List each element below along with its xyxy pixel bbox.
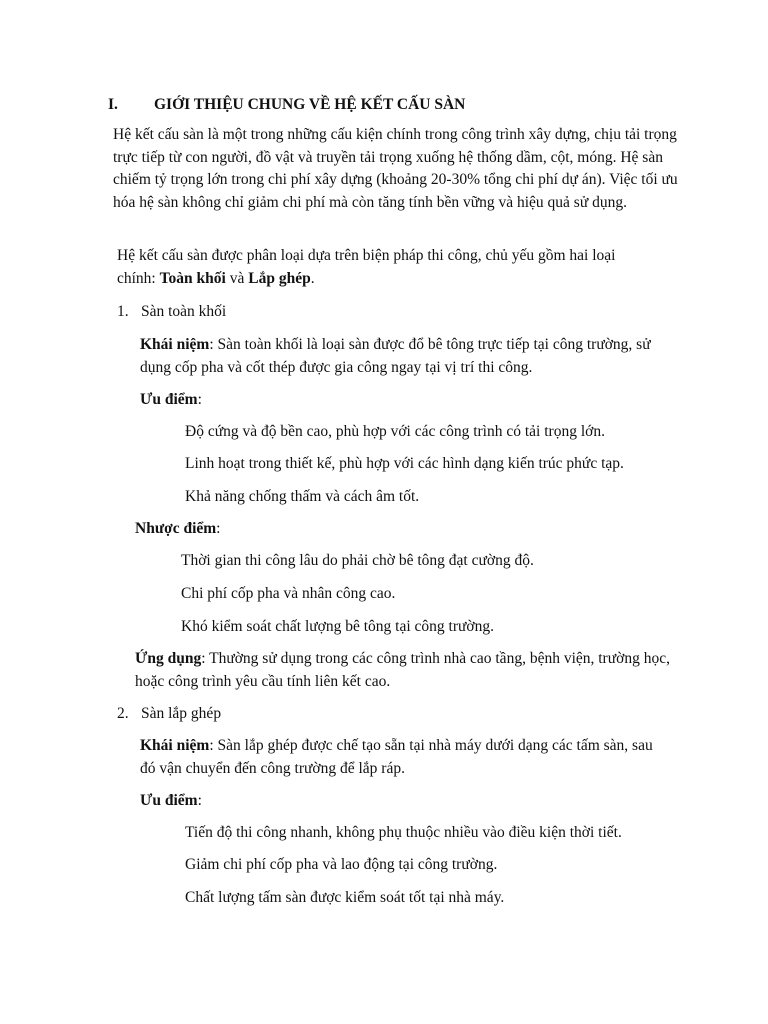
section1-con-item: Chi phí cốp pha và nhân công cao.	[181, 585, 396, 602]
intro-p2-bold-precast: Lắp ghép	[248, 269, 311, 287]
list-item-title: Sàn lắp ghép	[141, 705, 222, 722]
list-item-section-1	[117, 301, 226, 324]
list-item-title: Sàn toàn khối	[141, 303, 227, 320]
intro-p2-period: .	[310, 269, 315, 287]
intro-paragraph-2	[117, 245, 657, 290]
section2-pro-item: Tiến độ thi công nhanh, không phụ thuộc nhiều vào điều kiện thời tiết.	[185, 824, 622, 841]
section1-cons-label	[135, 518, 220, 541]
list-number: 2.	[117, 705, 129, 722]
cons-label: Nhược điểm	[135, 520, 217, 537]
section1-concept	[140, 334, 685, 379]
section2-concept	[140, 735, 660, 780]
concept-text: : Sàn lắp ghép được chế tạo sẵn tại nhà máy dưới dạng các tấm sàn, sau đó vận chuyển đến công trường để lắp ráp.	[140, 737, 653, 777]
intro-p2-bold-monolithic: Toàn khối	[159, 269, 226, 287]
section1-pro-item: Linh hoạt trong thiết kế, phù hợp với các hình dạng kiến trúc phức tạp.	[185, 455, 624, 472]
section2-pro-item: Giảm chi phí cốp pha và lao động tại công trường.	[185, 856, 498, 873]
section2-pro-item: Chất lượng tấm sàn được kiểm soát tốt tại nhà máy.	[185, 889, 505, 906]
list-item-section-2	[117, 703, 221, 726]
section-heading	[108, 94, 465, 117]
section1-application	[135, 648, 675, 693]
concept-text: : Sàn toàn khối là loại sàn được đổ bê tông trực tiếp tại công trường, sử dụng cốp pha và cốt thép được gia công ngay tại vị trí thi công.	[140, 336, 651, 376]
intro-paragraph-1: Hệ kết cấu sàn là một trong những cấu kiện chính trong công trình xây dựng, chịu tải trọng trực tiếp từ con người, đồ vật và truyền tải trọng xuống hệ thống dầm, cột, móng. Hệ sàn chiếm tỷ trọng lớn trong chi phí xây dựng (khoảng 20-30% tổng chi phí dự án). Việc tối ưu hóa hệ sàn không chỉ giảm chi phí mà còn tăng tính bền vững và hiệu quả sử dụng.	[113, 126, 678, 211]
section1-pros-label	[140, 389, 202, 412]
section1-pro-item: Khả năng chống thấm và cách âm tốt.	[185, 488, 420, 505]
application-text: : Thường sử dụng trong các công trình nhà cao tầng, bệnh viện, trường học, hoặc công trình yêu cầu tính liên kết cao.	[135, 650, 670, 690]
concept-label: Khái niệm	[140, 336, 210, 353]
heading-title: GIỚI THIỆU CHUNG VỀ HỆ KẾT CẤU SÀN	[154, 96, 466, 113]
section1-con-item: Khó kiểm soát chất lượng bê tông tại công trường.	[181, 618, 494, 635]
section2-pros-label	[140, 790, 202, 813]
pros-label: Ưu điểm	[140, 391, 198, 408]
intro-p2-text: Hệ kết cấu sàn được phân loại dựa trên biện pháp thi công, chủ yếu gồm hai loại chính:	[117, 247, 616, 287]
concept-label: Khái niệm	[140, 737, 210, 754]
heading-number: I.	[108, 96, 118, 113]
colon: :	[216, 520, 221, 537]
pros-label: Ưu điểm	[140, 792, 198, 809]
application-label: Ứng dụng	[135, 650, 202, 667]
intro-p2-and: và	[225, 269, 249, 287]
list-number: 1.	[117, 303, 129, 320]
colon: :	[197, 391, 202, 408]
section1-con-item: Thời gian thi công lâu do phải chờ bê tông đạt cường độ.	[181, 552, 534, 569]
section1-pro-item: Độ cứng và độ bền cao, phù hợp với các công trình có tải trọng lớn.	[185, 423, 605, 440]
colon: :	[197, 792, 202, 809]
